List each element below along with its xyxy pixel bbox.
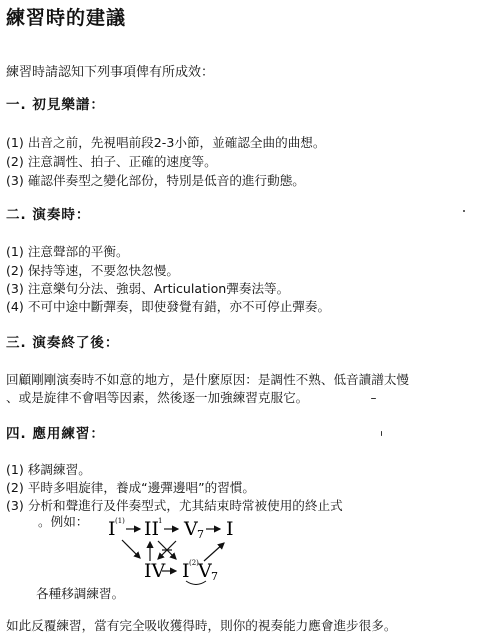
scan-speck bbox=[381, 431, 382, 436]
section-heading-applied-practice: 四. 應用練習： bbox=[6, 426, 105, 442]
list-item: (3) 分析和聲進行及伴奏型式，尤其結束時常被使用的終止式 bbox=[6, 498, 343, 513]
chord-mark: (2) bbox=[189, 559, 199, 567]
chord-label: IV bbox=[144, 560, 166, 582]
section-heading-performance: 二. 演奏時： bbox=[6, 207, 91, 223]
list-item: (3) 確認伴奏型之變化部份，特別是低音的進行動態。 bbox=[6, 173, 305, 188]
section-heading-after-performance: 三. 演奏終了後： bbox=[6, 335, 120, 351]
chord-label: V bbox=[184, 518, 198, 540]
section-heading-sight-reading: 一. 初見樂譜： bbox=[6, 97, 105, 113]
closing-text: 如此反覆練習，當有完全吸收獲得時，則你的視奏能力應會進步很多。 bbox=[6, 618, 397, 633]
list-item: (1) 注意聲部的平衡。 bbox=[6, 244, 129, 259]
scan-speck bbox=[371, 398, 376, 399]
chord-mark: 7 bbox=[197, 528, 204, 541]
chord-mark: (1) bbox=[115, 517, 125, 525]
list-item: (1) 出音之前，先視唱前段2-3小節，並確認全曲的曲想。 bbox=[6, 135, 326, 150]
example-label: 。例如： bbox=[38, 514, 89, 529]
chord-label: II bbox=[144, 518, 160, 540]
chord-mark: 7 bbox=[211, 570, 218, 583]
chord-label: V bbox=[198, 560, 212, 582]
list-item: (1) 移調練習。 bbox=[6, 462, 91, 477]
chord-label: I bbox=[182, 560, 190, 582]
chord-progression-diagram bbox=[100, 513, 260, 585]
transposition-note: 各種移調練習。 bbox=[36, 586, 125, 601]
chord-label: I bbox=[226, 518, 234, 540]
list-item: (2) 保持等速，不要忽快忽慢。 bbox=[6, 263, 179, 278]
list-item: (4) 不可中途中斷彈奏，即使發覺有錯，亦不可停止彈奏。 bbox=[6, 299, 331, 314]
intro-text: 練習時請認知下列事項俾有所成效： bbox=[6, 65, 215, 80]
list-item: (2) 注意調性、拍子、正確的速度等。 bbox=[6, 154, 217, 169]
paragraph-line: 、或是旋律不會唱等因素，然後逐一加強練習克服它。 bbox=[6, 390, 309, 405]
arrow-up-right bbox=[204, 543, 224, 561]
page-title: 練習時的建議 bbox=[6, 7, 127, 29]
list-item: (3) 注意樂句分法、強弱、Articulation彈奏法等。 bbox=[6, 281, 290, 296]
paragraph-line: 回顧剛剛演奏時不如意的地方，是什麼原因：是調性不熟、低音讀譜太慢 bbox=[6, 372, 409, 387]
arrow-down-right bbox=[122, 540, 140, 558]
chord-mark: 1 bbox=[158, 517, 163, 525]
list-item: (2) 平時多唱旋律，養成“邊彈邊唱”的習慣。 bbox=[6, 480, 255, 495]
chord-label: I bbox=[108, 518, 116, 540]
scan-speck bbox=[463, 210, 465, 212]
